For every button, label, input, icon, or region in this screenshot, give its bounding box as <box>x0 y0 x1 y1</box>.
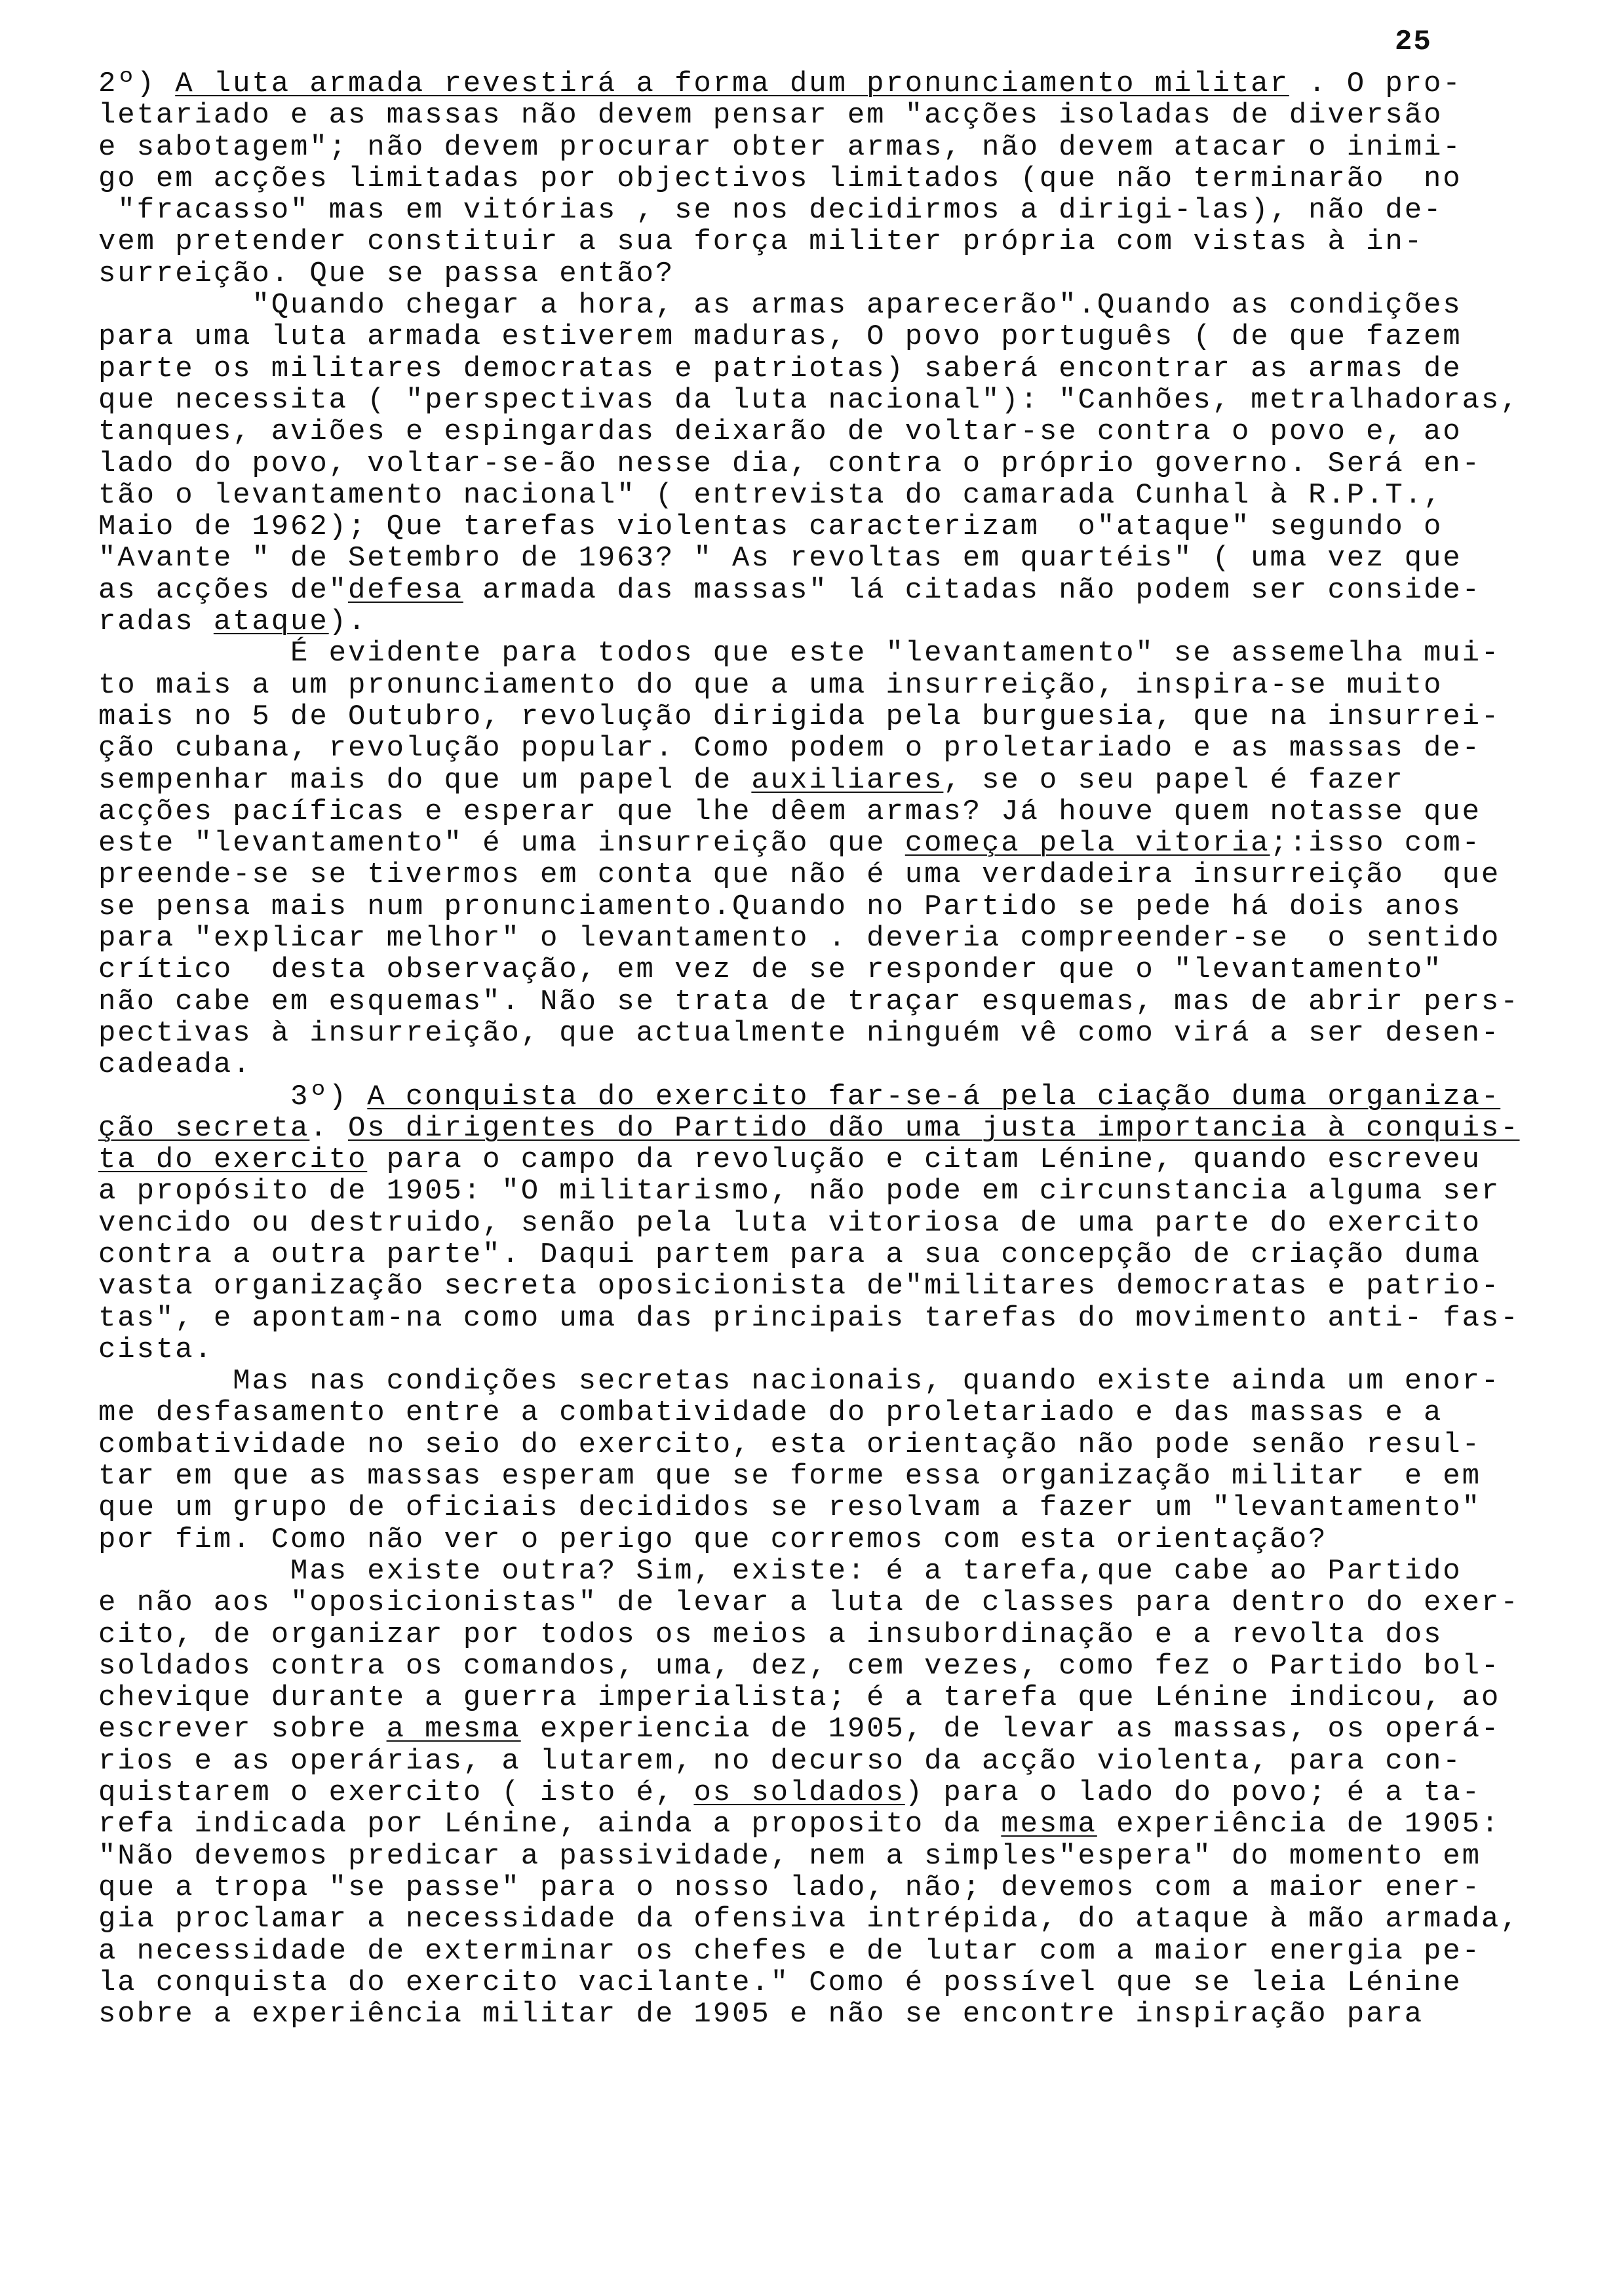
text-segment: experiencia de 1905, de levar as massas, os operá- <box>520 1713 1501 1746</box>
text-line <box>98 796 1566 828</box>
text-segment: sempenhar mais do que um papel de <box>98 763 752 797</box>
text-line <box>98 891 1566 923</box>
line-indent <box>98 1081 290 1113</box>
text-line <box>98 1397 1566 1428</box>
text-line <box>98 828 1566 859</box>
text-segment: "Avante " de Setembro de 1963? " As revoltas em quartéis" ( uma vez que <box>98 542 1462 575</box>
text-segment: por fim. Como não ver o perigo que corremos com esta orientação? <box>98 1523 1328 1556</box>
text-segment: contra a outra parte". Daqui partem para a sua concepção de criação duma <box>98 1238 1481 1271</box>
text-segment: que um grupo de oficiais decididos se resolvam a fazer um "levantamento" <box>98 1491 1481 1525</box>
underlined-text: A luta armada revestirá a forma dum pronunciamento militar <box>175 67 1289 100</box>
text-segment: tar em que as massas esperam que se forme essa organização militar e em <box>98 1460 1481 1493</box>
text-line <box>98 1081 1566 1113</box>
text-line <box>98 1461 1566 1492</box>
text-line <box>98 1176 1566 1207</box>
text-segment: É evidente para todos que este "levantamento" se assemelha mui- <box>290 637 1501 670</box>
text-line <box>98 1049 1566 1081</box>
text-segment: Maio de 1962); Que tarefas violentas caracterizam o"ataque" segundo o <box>98 510 1443 544</box>
text-segment: . <box>309 1111 348 1145</box>
text-segment: soldados contra os comandos, uma, dez, cem vezes, como fez o Partido bol- <box>98 1649 1501 1683</box>
text-line <box>98 132 1566 163</box>
text-line <box>98 68 1566 100</box>
text-line <box>98 416 1566 448</box>
text-line <box>98 1334 1566 1366</box>
text-line <box>98 733 1566 764</box>
text-line <box>98 1144 1566 1176</box>
text-segment: "Não devemos predicar a passividade, nem a simples"espera" do momento em <box>98 1839 1481 1873</box>
text-segment: combatividade no seio do exercito, esta orientação não pode senão resul- <box>98 1428 1481 1461</box>
text-line <box>98 1587 1566 1618</box>
text-line <box>98 1713 1566 1745</box>
text-segment: tão o levantamento nacional" ( entrevista do camarada Cunhal à R.P.T., <box>98 478 1443 512</box>
underlined-text: defesa <box>347 573 463 607</box>
text-line <box>98 765 1566 796</box>
text-segment: ;:isso com- <box>1270 827 1481 860</box>
text-segment: chevique durante a guerra imperialista; é a tarefa que Lénine indicou, ao <box>98 1681 1501 1715</box>
text-line <box>98 226 1566 258</box>
text-segment: . O pro- <box>1289 67 1462 100</box>
text-line <box>98 511 1566 543</box>
text-segment: se pensa mais num pronunciamento.Quando no Partido se pede há dois anos <box>98 890 1462 923</box>
text-segment: a propósito de 1905: "O militarismo, não pode em circunstancia alguma ser <box>98 1175 1501 1208</box>
text-line <box>98 1936 1566 1967</box>
text-segment: sobre a experiência militar de 1905 e não se encontre inspiração para <box>98 1998 1424 2031</box>
text-segment: radas <box>98 605 214 639</box>
page-number: 25 <box>1395 26 1432 58</box>
text-segment: ). <box>328 605 368 639</box>
text-line <box>98 986 1566 1018</box>
text-segment: rios e as operárias, a lutarem, no decurso da acção violenta, para con- <box>98 1744 1462 1778</box>
text-segment: la conquista do exercito vacilante." Como é possível que se leia Lénine <box>98 1966 1462 1999</box>
text-line <box>98 1967 1566 1999</box>
text-segment: crítico desta observação, em vez de se responder que o "levantamento" <box>98 953 1443 987</box>
underlined-text: ta do exercito <box>98 1143 368 1177</box>
text-line <box>98 1429 1566 1461</box>
underlined-text: a mesma <box>386 1713 521 1746</box>
text-segment: cadeada. <box>98 1048 252 1082</box>
text-segment: Mas existe outra? Sim, existe: é a tarefa,que cabe ao Partido <box>290 1554 1462 1588</box>
text-segment: para uma luta armada estiverem maduras, O povo português ( de que fazem <box>98 320 1462 354</box>
underlined-text: começa pela vitoria <box>905 827 1270 860</box>
text-line <box>98 1208 1566 1239</box>
text-segment: este "levantamento" é uma insurreição que <box>98 827 905 860</box>
text-line <box>98 1239 1566 1271</box>
underlined-text: os soldados <box>693 1776 905 1810</box>
text-segment: tas", e apontam-na como uma das principais tarefas do movimento anti- fas- <box>98 1301 1520 1335</box>
text-line <box>98 163 1566 195</box>
text-line <box>98 1113 1566 1144</box>
text-segment: vasta organização secreta oposicionista de"militares democratas e patrio- <box>98 1270 1501 1303</box>
text-line <box>98 448 1566 480</box>
line-indent <box>98 637 290 670</box>
text-segment: gia proclamar a necessidade da ofensiva intrépida, do ataque à mão armada, <box>98 1903 1520 1936</box>
text-segment: vencido ou destruido, senão pela luta vitoriosa de uma parte do exercito <box>98 1206 1481 1240</box>
text-line <box>98 1841 1566 1872</box>
text-segment: para "explicar melhor" o levantamento . deveria compreender-se o sentido <box>98 922 1501 955</box>
text-segment: para o campo da revolução e citam Lénine, quando escreveu <box>367 1143 1481 1177</box>
text-segment: surreição. Que se passa então? <box>98 257 675 290</box>
text-line <box>98 859 1566 890</box>
text-line <box>98 1524 1566 1556</box>
text-line <box>98 1904 1566 1935</box>
text-line <box>98 1808 1566 1840</box>
text-segment: Mas nas condições secretas nacionais, quando existe ainda um enor- <box>233 1365 1501 1398</box>
line-indent <box>98 1365 233 1398</box>
text-segment: e não aos "oposicionistas" de levar a luta de classes para dentro do exer- <box>98 1586 1520 1620</box>
text-line <box>98 258 1566 290</box>
text-segment: mais no 5 de Outubro, revolução dirigida pela burguesia, que na insurrei- <box>98 700 1501 733</box>
text-segment: letariado e as massas não devem pensar em "acções isoladas de diversão <box>98 99 1443 132</box>
text-segment: experiência de 1905: <box>1097 1808 1501 1841</box>
text-segment: , se o seu papel é fazer <box>943 763 1405 797</box>
text-line <box>98 543 1566 574</box>
text-line <box>98 1303 1566 1334</box>
text-line <box>98 954 1566 985</box>
text-segment: cista. <box>98 1333 214 1366</box>
text-segment: tanques, aviões e espingardas deixarão de voltar-se contra o povo e, ao <box>98 415 1462 449</box>
underlined-text: Os dirigentes do Partido dão uma justa importancia à conquis- <box>347 1111 1520 1145</box>
text-line <box>98 1018 1566 1049</box>
body-text <box>98 68 1566 2030</box>
text-line <box>98 195 1566 226</box>
underlined-text: mesma <box>1001 1808 1097 1841</box>
text-segment: 2º) <box>98 67 176 100</box>
text-segment: escrever sobre <box>98 1713 387 1746</box>
text-line <box>98 670 1566 701</box>
text-line <box>98 606 1566 638</box>
line-indent <box>98 1555 290 1588</box>
text-segment: 3º) <box>290 1080 368 1113</box>
line-indent <box>98 289 252 322</box>
text-segment: a necessidade de exterminar os chefes e de lutar com a maior energia pe- <box>98 1934 1481 1968</box>
text-line <box>98 321 1566 353</box>
text-segment: parte os militares democratas e patriotas) saberá encontrar as armas de <box>98 352 1462 385</box>
text-line <box>98 385 1566 416</box>
text-line <box>98 1651 1566 1682</box>
text-segment: refa indicada por Lénine, ainda a proposito da <box>98 1808 1002 1841</box>
text-line <box>98 1682 1566 1713</box>
text-line <box>98 100 1566 131</box>
text-line <box>98 1556 1566 1587</box>
underlined-text: ção secreta <box>98 1111 310 1145</box>
text-line <box>98 923 1566 954</box>
text-line <box>98 1777 1566 1808</box>
text-line <box>98 1999 1566 2030</box>
text-line <box>98 638 1566 669</box>
text-segment: go em acções limitadas por objectivos limitados (que não terminarão no <box>98 162 1462 195</box>
text-segment: que a tropa "se passe" para o nosso lado, não; devemos com a maior ener- <box>98 1871 1481 1904</box>
text-segment: ção cubana, revolução popular. Como podem o proletariado e as massas de- <box>98 732 1481 765</box>
text-segment: cito, de organizar por todos os meios a insubordinação e a revolta dos <box>98 1618 1443 1651</box>
text-line <box>98 1619 1566 1651</box>
text-segment: "Quando chegar a hora, as armas aparecerão".Quando as condições <box>252 289 1462 322</box>
text-line <box>98 701 1566 733</box>
underlined-text: A conquista do exercito far-se-á pela ciação duma organiza- <box>367 1080 1501 1113</box>
text-line <box>98 1366 1566 1397</box>
text-line <box>98 1271 1566 1302</box>
underlined-text: ataque <box>213 605 329 639</box>
text-segment: acções pacíficas e esperar que lhe dêem armas? Já houve quem notasse que <box>98 795 1481 828</box>
underlined-text: auxiliares <box>751 763 944 797</box>
text-segment: e sabotagem"; não devem procurar obter armas, não devem atacar o inimi- <box>98 130 1462 164</box>
text-segment: que necessita ( "perspectivas da luta nacional"): "Canhões, metralhadoras, <box>98 383 1520 417</box>
text-line <box>98 575 1566 606</box>
text-line <box>98 1492 1566 1523</box>
text-segment: armada das massas" lá citadas não podem ser conside- <box>463 573 1481 607</box>
text-line <box>98 1872 1566 1904</box>
line-indent <box>98 194 117 227</box>
text-line <box>98 480 1566 511</box>
text-segment: lado do povo, voltar-se-ão nesse dia, contra o próprio governo. Será en- <box>98 447 1481 480</box>
text-segment: quistarem o exercito ( isto é, <box>98 1776 694 1810</box>
text-segment: pectivas à insurreição, que actualmente ninguém vê como virá a ser desen- <box>98 1016 1501 1050</box>
text-line <box>98 353 1566 385</box>
text-segment: as acções de" <box>98 573 348 607</box>
text-segment: ) para o lado do povo; é a ta- <box>905 1776 1481 1810</box>
text-segment: me desfasamento entre a combatividade do proletariado e das massas e a <box>98 1396 1443 1430</box>
text-segment: não cabe em esquemas". Não se trata de traçar esquemas, mas de abrir pers- <box>98 985 1520 1018</box>
text-segment: preende-se se tivermos em conta que não é uma verdadeira insurreição que <box>98 858 1501 892</box>
text-line <box>98 290 1566 321</box>
text-segment: "fracasso" mas em vitórias , se nos decidirmos a dirigi-las), não de- <box>117 194 1443 227</box>
text-segment: vem pretender constituir a sua força militer própria com vistas à in- <box>98 225 1424 259</box>
text-segment: to mais a um pronunciamento do que a uma insurreição, inspira-se muito <box>98 668 1443 702</box>
text-line <box>98 1746 1566 1777</box>
